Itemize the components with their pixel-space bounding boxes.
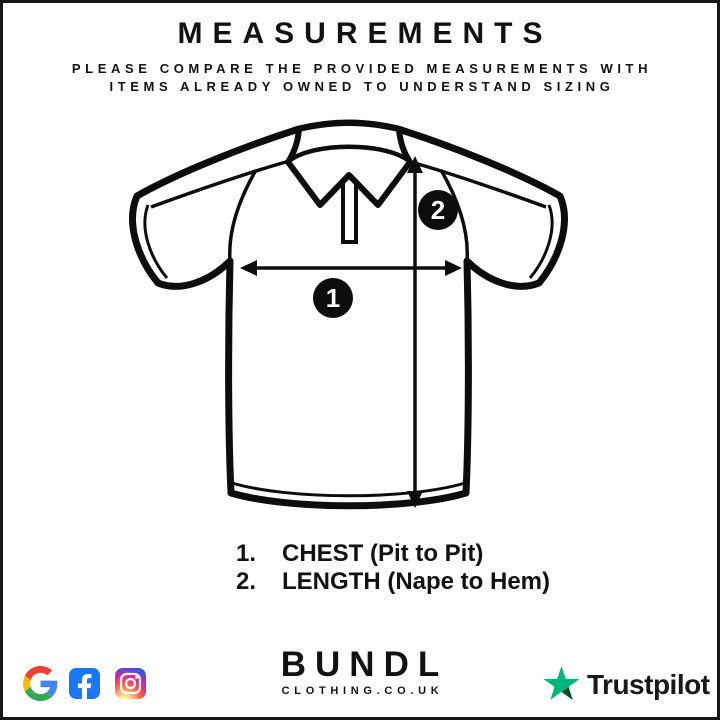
marker-1-badge xyxy=(313,278,353,318)
legend-item-length xyxy=(236,568,550,596)
trustpilot-logo xyxy=(543,666,710,703)
measurement-legend xyxy=(236,540,550,596)
brand-tagline: CLOTHING.CO.UK xyxy=(281,685,444,697)
subtitle xyxy=(3,60,717,96)
trustpilot-label: Trustpilot xyxy=(587,668,710,700)
legend-text: LENGTH (Nape to Hem) xyxy=(282,568,551,595)
svg-text:2: 2 xyxy=(430,195,446,225)
polo-shirt-diagram xyxy=(113,108,613,528)
page-title: MEASUREMENTS xyxy=(177,17,553,50)
svg-text:1: 1 xyxy=(325,283,341,313)
trustpilot-star-icon xyxy=(543,666,580,703)
header xyxy=(3,17,717,96)
legend-number: 1. xyxy=(236,540,257,567)
marker-2-badge xyxy=(418,190,458,230)
legend-number: 2. xyxy=(236,568,257,595)
subtitle-line-1: PLEASE COMPARE THE PROVIDED MEASUREMENTS WITH xyxy=(71,61,653,76)
subtitle-line-2: ITEMS ALREADY OWNED TO UNDERSTAND SIZING xyxy=(109,79,615,94)
legend-item-chest xyxy=(236,540,550,568)
legend-text: CHEST (Pit to Pit) xyxy=(282,540,484,567)
brand-name: BUNDL xyxy=(280,645,449,684)
